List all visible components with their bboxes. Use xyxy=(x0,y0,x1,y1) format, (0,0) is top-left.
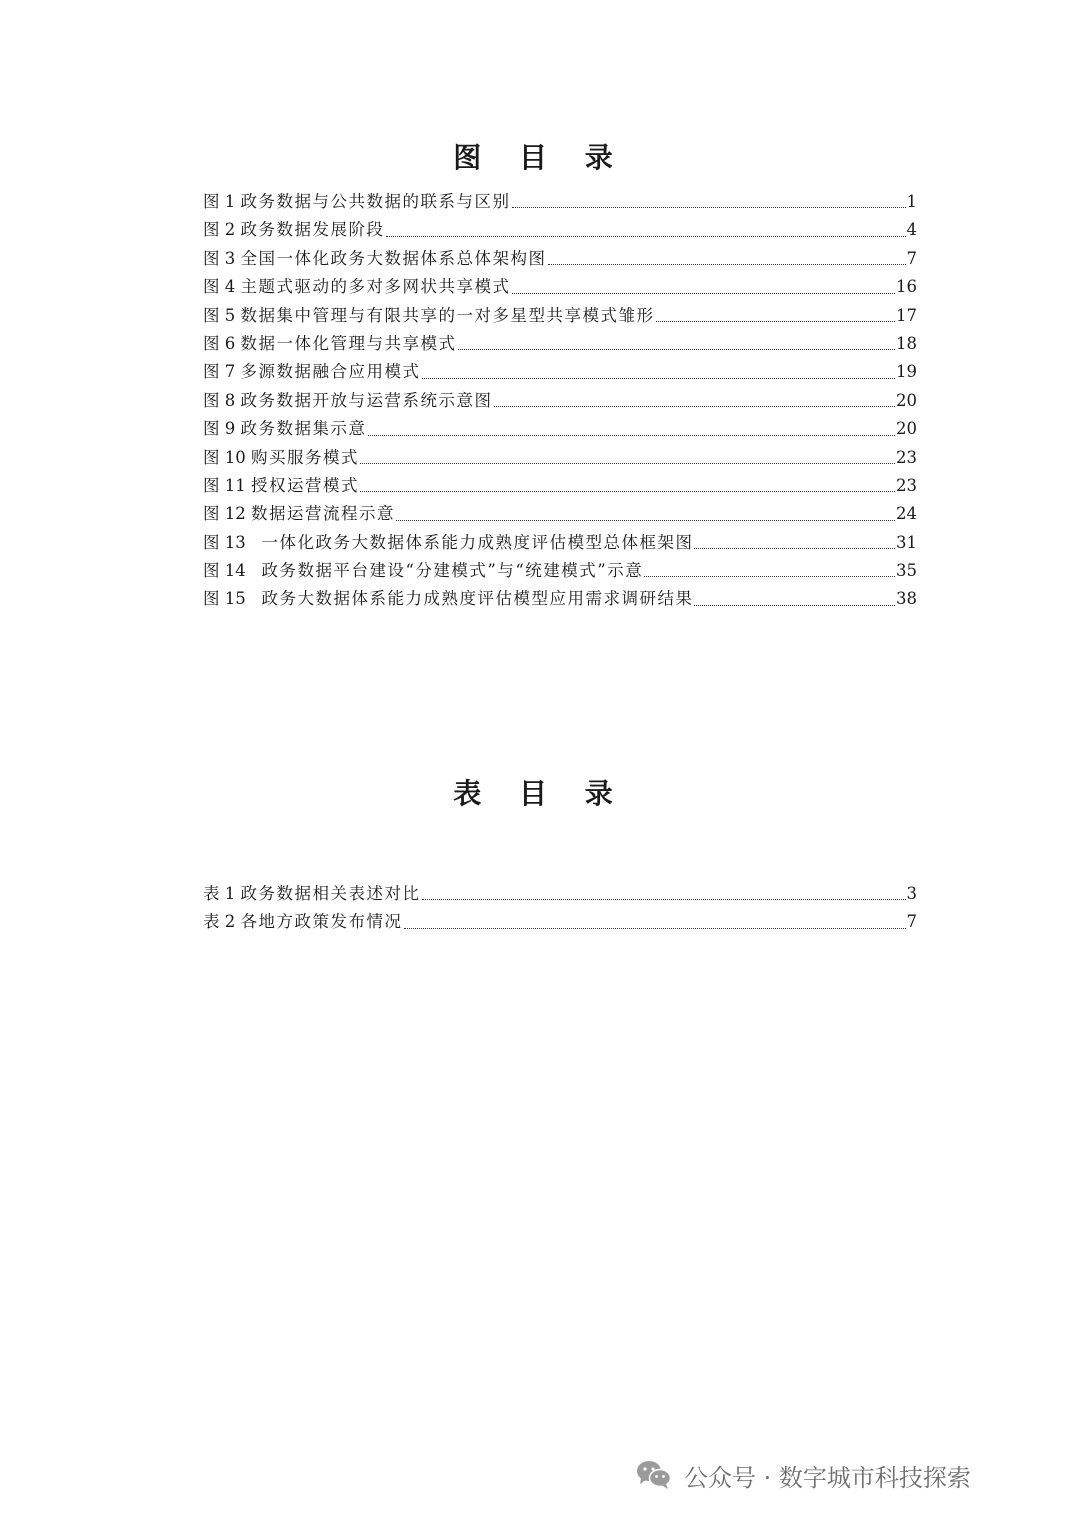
toc-entry-title: 数据集中管理与有限共享的一对多星型共享模式雏形 xyxy=(240,305,655,325)
toc-entry-page: 23 xyxy=(896,447,917,467)
toc-entry-title: 政务数据平台建设“分建模式”与“统建模式”示意 xyxy=(261,561,644,581)
toc-dot-leader xyxy=(396,500,895,528)
toc-entry-title: 政务大数据体系能力成熟度评估模型应用需求调研结果 xyxy=(261,589,694,609)
toc-entry-title: 各地方政策发布情况 xyxy=(240,912,403,932)
toc-entry-title: 数据一体化管理与共享模式 xyxy=(240,333,457,353)
toc-dot-leader xyxy=(548,245,906,273)
toc-dot-leader xyxy=(494,387,896,415)
footer-text: 公众号 · 数字城市科技探索 xyxy=(684,1463,971,1492)
toc-entry-page: 20 xyxy=(896,390,917,410)
toc-entry[interactable] xyxy=(203,302,917,330)
toc-entry-page: 7 xyxy=(906,248,917,268)
watermark-footer xyxy=(636,1455,971,1495)
toc-entry-title: 数据运营流程示意 xyxy=(251,504,395,524)
toc-entry[interactable] xyxy=(203,908,917,936)
toc-entry[interactable] xyxy=(203,188,917,216)
toc-dot-leader xyxy=(404,908,906,936)
toc-dot-leader xyxy=(512,188,906,216)
toc-entry[interactable] xyxy=(203,472,917,500)
toc-entry-number: 图 6 xyxy=(203,333,241,353)
toc-entry-number: 图 5 xyxy=(203,305,241,325)
figure-toc-heading: 图 目 录 xyxy=(453,141,627,174)
toc-entry-page: 20 xyxy=(896,419,917,439)
toc-entry[interactable] xyxy=(203,330,917,358)
toc-entry[interactable] xyxy=(203,444,917,472)
toc-entry[interactable] xyxy=(203,529,917,557)
toc-dot-leader xyxy=(422,358,896,386)
toc-entry-number: 图 13 xyxy=(203,532,262,552)
toc-entry-page: 19 xyxy=(896,362,917,382)
toc-entry-page: 7 xyxy=(906,912,917,932)
toc-entry-page: 16 xyxy=(896,277,917,297)
toc-entry-number: 图 11 xyxy=(203,475,251,495)
figure-toc-list xyxy=(203,188,917,614)
toc-entry-number: 图 15 xyxy=(203,589,262,609)
toc-entry-title: 多源数据融合应用模式 xyxy=(240,362,421,382)
toc-entry-number: 表 2 xyxy=(203,912,241,932)
toc-entry[interactable] xyxy=(203,557,917,585)
toc-dot-leader xyxy=(360,444,895,472)
toc-entry-number: 图 2 xyxy=(203,220,241,240)
toc-entry-page: 18 xyxy=(896,333,917,353)
toc-entry-number: 图 3 xyxy=(203,248,241,268)
toc-entry-title: 主题式驱动的多对多网状共享模式 xyxy=(240,277,511,297)
toc-entry-number: 图 9 xyxy=(203,419,241,439)
toc-dot-leader xyxy=(512,273,896,301)
toc-entry-page: 24 xyxy=(896,504,917,524)
toc-entry-number: 图 7 xyxy=(203,362,241,382)
toc-entry-number: 表 1 xyxy=(203,883,241,903)
toc-entry-page: 1 xyxy=(906,191,917,211)
toc-entry-page: 38 xyxy=(896,589,917,609)
toc-entry[interactable] xyxy=(203,880,917,908)
table-toc-list xyxy=(203,880,917,937)
toc-entry-title: 购买服务模式 xyxy=(251,447,359,467)
toc-dot-leader xyxy=(644,557,895,585)
toc-entry-number: 图 14 xyxy=(203,561,262,581)
toc-entry-title: 全国一体化政务大数据体系总体架构图 xyxy=(240,248,547,268)
toc-dot-leader xyxy=(386,216,906,244)
toc-entry-page: 23 xyxy=(896,475,917,495)
toc-entry-title: 政务数据集示意 xyxy=(240,419,367,439)
toc-dot-leader xyxy=(422,880,906,908)
wechat-icon xyxy=(636,1459,672,1491)
toc-entry-number: 图 1 xyxy=(203,191,241,211)
toc-entry-number: 图 10 xyxy=(203,447,251,467)
toc-entry-title: 政务数据与公共数据的联系与区别 xyxy=(240,191,511,211)
toc-entry-title: 政务数据相关表述对比 xyxy=(240,883,421,903)
toc-dot-leader xyxy=(694,585,895,613)
toc-entry-number: 图 12 xyxy=(203,504,251,524)
toc-entry-number: 图 4 xyxy=(203,277,241,297)
toc-entry-page: 4 xyxy=(906,220,917,240)
toc-entry[interactable] xyxy=(203,273,917,301)
toc-entry-title: 一体化政务大数据体系能力成熟度评估模型总体框架图 xyxy=(261,532,694,552)
toc-dot-leader xyxy=(458,330,896,358)
toc-entry[interactable] xyxy=(203,216,917,244)
toc-entry-page: 17 xyxy=(896,305,917,325)
toc-entry-page: 3 xyxy=(906,883,917,903)
toc-entry-title: 政务数据发展阶段 xyxy=(240,220,385,240)
toc-entry-title: 授权运营模式 xyxy=(251,475,359,495)
toc-entry[interactable] xyxy=(203,358,917,386)
toc-dot-leader xyxy=(694,529,895,557)
toc-dot-leader xyxy=(368,415,896,443)
toc-entry[interactable] xyxy=(203,415,917,443)
toc-entry[interactable] xyxy=(203,245,917,273)
toc-entry-page: 31 xyxy=(896,532,917,552)
toc-dot-leader xyxy=(360,472,895,500)
toc-entry[interactable] xyxy=(203,387,917,415)
toc-entry[interactable] xyxy=(203,585,917,613)
toc-entry-number: 图 8 xyxy=(203,390,241,410)
toc-dot-leader xyxy=(656,302,896,330)
table-toc-heading: 表 目 录 xyxy=(453,777,627,810)
toc-entry-page: 35 xyxy=(896,561,917,581)
toc-entry[interactable] xyxy=(203,500,917,528)
toc-entry-title: 政务数据开放与运营系统示意图 xyxy=(240,390,493,410)
